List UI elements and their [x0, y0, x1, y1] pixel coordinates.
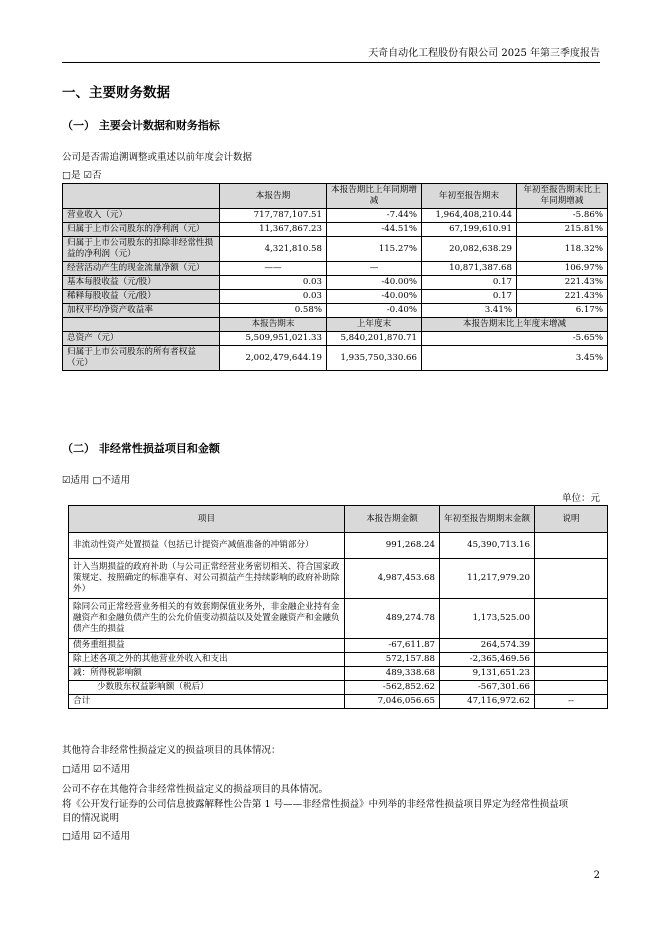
- table-cell: 0.03: [220, 290, 327, 304]
- table-row: [69, 681, 608, 695]
- table-cell: 4,987,453.68: [345, 559, 440, 599]
- table-cell: 717,787,107.51: [220, 209, 327, 223]
- row-label: 基本每股收益（元/股）: [63, 276, 220, 290]
- table-row: [69, 533, 608, 559]
- table-cell: ——: [220, 262, 327, 276]
- row-label: 营业收入（元）: [63, 209, 220, 223]
- table-cell: -562,852.62: [345, 681, 440, 695]
- header-cell: 说明: [535, 506, 608, 533]
- table-cell: 7,046,056.65: [345, 695, 440, 709]
- table-cell: 67,199,610.91: [422, 223, 517, 237]
- other-items-options: □适用 ☑不适用: [62, 764, 131, 775]
- table-cell: 5,509,951,021.33: [220, 332, 327, 346]
- table-cell: [535, 667, 608, 681]
- applicable-options: ☑适用 □不适用: [62, 475, 131, 486]
- table-cell: 20,082,638.29: [422, 237, 517, 262]
- table-cell: 3.45%: [422, 346, 608, 371]
- table-header-row: [63, 184, 608, 209]
- table-cell: 118.32%: [517, 237, 608, 262]
- row-label: 稀释每股收益（元/股）: [63, 290, 220, 304]
- page-header: 天奇自动化工程股份有限公司 2025 年第三季度报告: [368, 48, 600, 59]
- header-divider: [62, 62, 600, 63]
- row-label: 总资产（元）: [63, 332, 220, 346]
- table-cell: -40.00%: [327, 290, 422, 304]
- table-cell: 221.43%: [517, 276, 608, 290]
- table-cell: 489,274.78: [345, 599, 440, 639]
- restate-options: □是 ☑否: [62, 170, 102, 181]
- table-cell: 5,840,201,870.71: [327, 332, 422, 346]
- table-cell: -7.44%: [327, 209, 422, 223]
- row-label: 归属于上市公司股东的扣除非经常性损益的净利润（元）: [63, 237, 220, 262]
- table-cell: 489,338.68: [345, 667, 440, 681]
- table-cell: [535, 681, 608, 695]
- item-cell: 债务重组损益: [69, 639, 345, 653]
- restate-question: 公司是否需追溯调整或重述以前年度会计数据: [62, 152, 253, 163]
- row-label: 经营活动产生的现金流量净额（元）: [63, 262, 220, 276]
- table-cell: 9,131,651.23: [440, 667, 535, 681]
- item-cell: 非流动性资产处置损益（包括已计提资产减值准备的冲销部分）: [69, 533, 345, 559]
- table-cell: -567,301.66: [440, 681, 535, 695]
- table-row: [63, 346, 608, 371]
- table-cell: 264,574.39: [440, 639, 535, 653]
- table-cell: -67,611.87: [345, 639, 440, 653]
- table-cell: [535, 653, 608, 667]
- table-cell: 115.27%: [327, 237, 422, 262]
- row-label: 归属于上市公司股东的净利润（元）: [63, 223, 220, 237]
- table-row: [63, 223, 608, 237]
- table-cell: 0.58%: [220, 304, 327, 318]
- table-cell: -40.00%: [327, 276, 422, 290]
- table-cell: 0.17: [422, 290, 517, 304]
- header-cell: 年初至报告期期末金额: [440, 506, 535, 533]
- table-cell: 991,268.24: [345, 533, 440, 559]
- table-cell: 572,157.88: [345, 653, 440, 667]
- table-cell: 3.41%: [422, 304, 517, 318]
- table-cell: 1,964,408,210.44: [422, 209, 517, 223]
- header-cell: 本报告期: [220, 184, 327, 209]
- header-cell: 本报告期末: [220, 318, 327, 332]
- classification-options: □适用 ☑不适用: [62, 831, 131, 842]
- table-cell: [535, 559, 608, 599]
- table-row: [69, 695, 608, 709]
- table-cell: 6.17%: [517, 304, 608, 318]
- table-cell: -0.40%: [327, 304, 422, 318]
- table-cell: 0.03: [220, 276, 327, 290]
- unit-label: 单位：元: [561, 493, 600, 504]
- item-cell: 减：所得税影响额: [69, 667, 345, 681]
- item-cell: 除同公司正常经营业务相关的有效套期保值业务外，非金融企业持有金融资产和金融负债产生的公允价值变动损益以及处置金融资产和金融负债产生的损益: [69, 599, 345, 639]
- table-row: [63, 304, 608, 318]
- table-header-row: [69, 506, 608, 533]
- table-row: [69, 599, 608, 639]
- table-row: [69, 653, 608, 667]
- table-row: [63, 209, 608, 223]
- table-cell: -2,365,469.56: [440, 653, 535, 667]
- section-title: 一、主要财务数据: [62, 85, 170, 101]
- table-row: [63, 276, 608, 290]
- row-label: 加权平均净资产收益率: [63, 304, 220, 318]
- table-cell: 106.97%: [517, 262, 608, 276]
- header-cell: 年初至报告期末比上年同期增减: [517, 184, 608, 209]
- item-cell: 少数股东权益影响额（税后）: [69, 681, 345, 695]
- other-items-note: 其他符合非经常性损益定义的损益项目的具体情况：: [62, 745, 281, 756]
- header-cell: 本报告期末比上年度末增减: [422, 318, 608, 332]
- row-label: 归属于上市公司股东的所有者权益（元）: [63, 346, 220, 371]
- table-cell: -44.51%: [327, 223, 422, 237]
- table-cell: 11,217,979.20: [440, 559, 535, 599]
- table-cell: —: [327, 262, 422, 276]
- table-cell: 0.17: [422, 276, 517, 290]
- table-cell: --: [535, 695, 608, 709]
- subsection-title-1: （一） 主要会计数据和财务指标: [62, 119, 220, 132]
- header-cell: 本报告期金额: [345, 506, 440, 533]
- table-header-row: [63, 318, 608, 332]
- header-cell: [63, 318, 220, 332]
- table-cell: 215.81%: [517, 223, 608, 237]
- item-cell: 合计: [69, 695, 345, 709]
- table-row: [69, 639, 608, 653]
- table-cell: 221.43%: [517, 290, 608, 304]
- table-row: [69, 559, 608, 599]
- table-cell: 47,116,972.62: [440, 695, 535, 709]
- header-cell: 年初至报告期末: [422, 184, 517, 209]
- header-cell: 上年度末: [327, 318, 422, 332]
- table-cell: 4,321,810.58: [220, 237, 327, 262]
- table-cell: [535, 533, 608, 559]
- table-cell: [535, 639, 608, 653]
- table-cell: 1,935,750,330.66: [327, 346, 422, 371]
- table-row: [63, 237, 608, 262]
- page-number: 2: [593, 870, 600, 881]
- table-row: [63, 290, 608, 304]
- table-cell: 45,390,713.16: [440, 533, 535, 559]
- table-cell: 11,367,867.23: [220, 223, 327, 237]
- non-recurring-gains-table: [68, 505, 608, 709]
- subsection-title-2: （二） 非经常性损益项目和金额: [62, 442, 220, 455]
- table-row: [63, 262, 608, 276]
- no-other-items-statement: 公司不存在其他符合非经常性损益定义的损益项目的具体情况。: [62, 784, 329, 795]
- classification-note-line1: 将《公开发行证券的公司信息披露解释性公告第 1 号——非经常性损益》中列举的非经常性损益项目界定为经常性损益项: [62, 799, 569, 810]
- table-cell: 10,871,387.68: [422, 262, 517, 276]
- key-financial-table: [62, 183, 608, 371]
- classification-note-line2: 目的情况说明: [62, 813, 120, 824]
- table-cell: 2,002,479,644.19: [220, 346, 327, 371]
- table-cell: -5.86%: [517, 209, 608, 223]
- table-cell: [535, 599, 608, 639]
- item-cell: 除上述各项之外的其他营业外收入和支出: [69, 653, 345, 667]
- table-cell: 1,173,525.00: [440, 599, 535, 639]
- header-cell: 项目: [69, 506, 345, 533]
- item-cell: 计入当期损益的政府补助（与公司正常经营业务密切相关、符合国家政策规定、按照确定的标准享有、对公司损益产生持续影响的政府补助除外）: [69, 559, 345, 599]
- header-cell: [63, 184, 220, 209]
- header-cell: 本报告期比上年同期增减: [327, 184, 422, 209]
- table-cell: -5.65%: [422, 332, 608, 346]
- table-row: [63, 332, 608, 346]
- table-row: [69, 667, 608, 681]
